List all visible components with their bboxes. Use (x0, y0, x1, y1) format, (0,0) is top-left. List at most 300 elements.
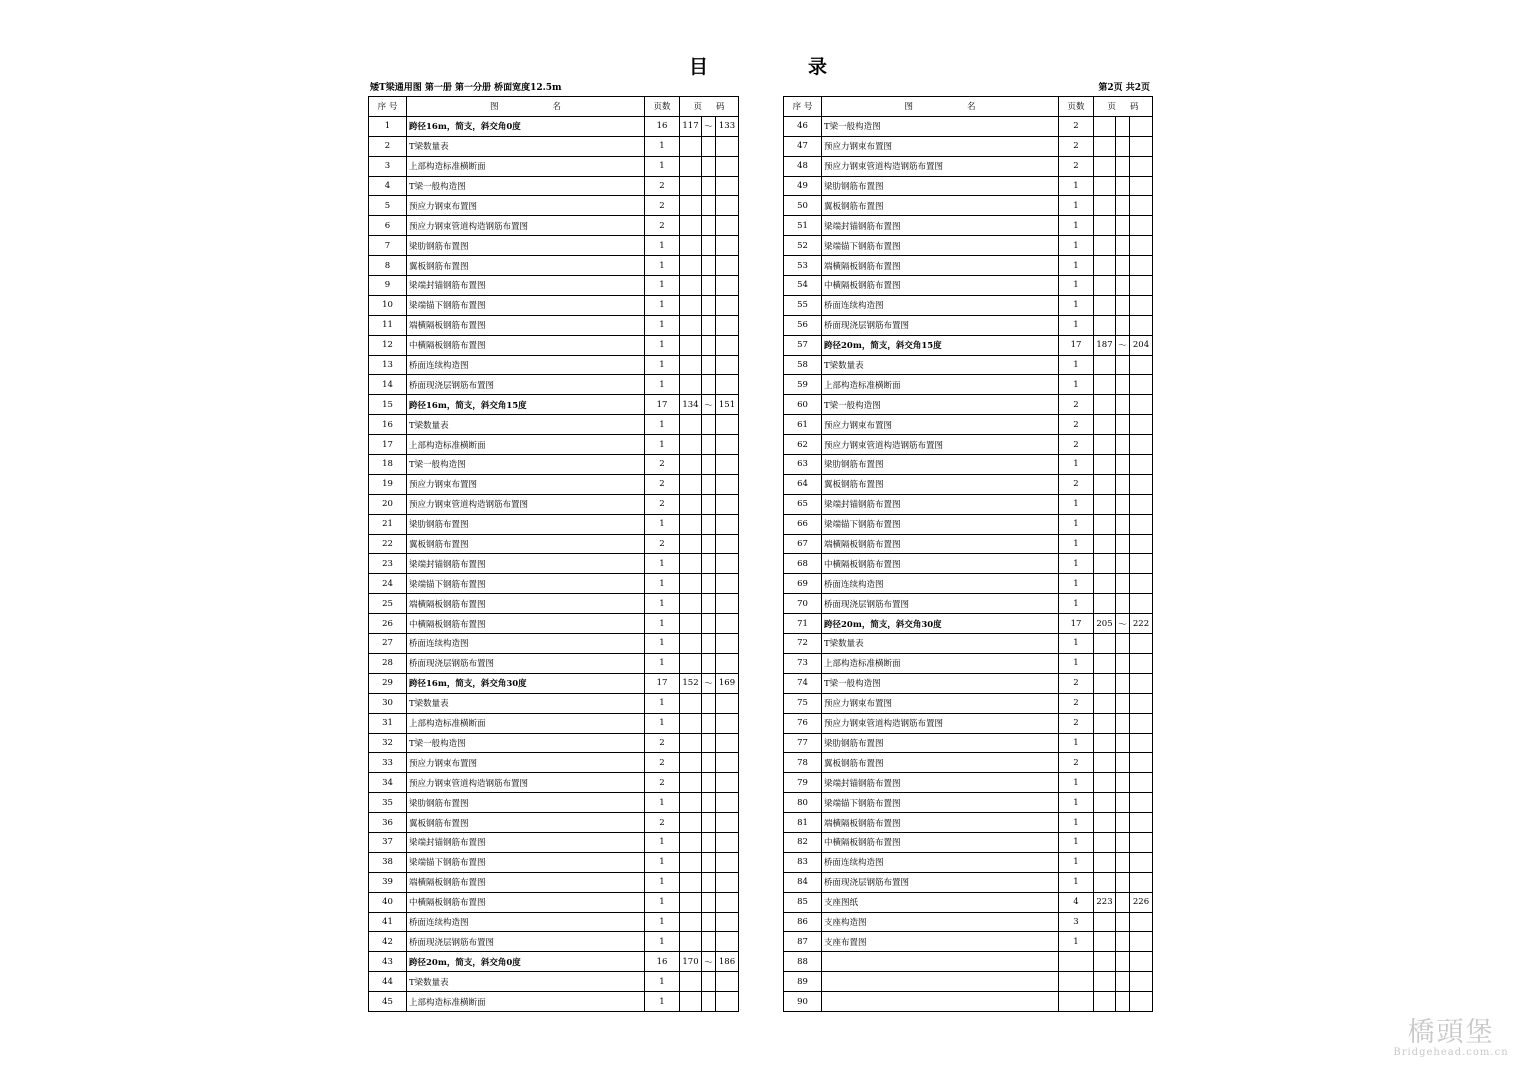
page-count: 1 (645, 793, 680, 813)
header-name-b: 名 (552, 102, 562, 113)
page-range-separator (1116, 634, 1130, 654)
row-number: 2 (369, 136, 407, 156)
table-row (784, 793, 1153, 813)
table-row (369, 315, 739, 335)
page-range-separator (702, 733, 716, 753)
page-end (716, 733, 739, 753)
drawing-name: 桥面连续构造图 (407, 912, 645, 932)
table-row (784, 116, 1153, 136)
table-row (369, 753, 739, 773)
row-number: 52 (784, 236, 822, 256)
table-row (784, 614, 1153, 634)
page-count: 1 (1059, 514, 1094, 534)
page-start (1094, 972, 1116, 992)
table-row (784, 435, 1153, 455)
page-count: 1 (645, 693, 680, 713)
page-start (680, 355, 702, 375)
page-end (716, 335, 739, 355)
page-count: 1 (1059, 554, 1094, 574)
page-end (1130, 733, 1153, 753)
page-start: 152 (680, 673, 702, 693)
page-end (1130, 216, 1153, 236)
page-count: 1 (645, 136, 680, 156)
drawing-name: 桥面连续构造图 (822, 852, 1059, 872)
row-number: 51 (784, 216, 822, 236)
table-row (369, 992, 739, 1012)
row-number: 79 (784, 773, 822, 793)
drawing-name: 桥面现浇层钢筋布置图 (407, 932, 645, 952)
row-number: 63 (784, 455, 822, 475)
page-range-separator: ～ (702, 673, 716, 693)
drawing-name: 预应力钢束布置图 (407, 474, 645, 494)
page-end (716, 852, 739, 872)
page-count: 1 (1059, 236, 1094, 256)
page-end (1130, 574, 1153, 594)
page-start (1094, 256, 1116, 276)
page-end (716, 375, 739, 395)
page-end (716, 753, 739, 773)
watermark-chinese: 橋頭堡 (1407, 1017, 1495, 1048)
row-number: 48 (784, 156, 822, 176)
drawing-name: 预应力钢束布置图 (822, 136, 1059, 156)
page-count: 2 (645, 753, 680, 773)
header-name (822, 97, 1059, 117)
page-range-separator (702, 355, 716, 375)
page-end: 169 (716, 673, 739, 693)
page-end (716, 176, 739, 196)
drawing-name: 中横隔板钢筋布置图 (407, 335, 645, 355)
drawing-name: 中横隔板钢筋布置图 (822, 554, 1059, 574)
row-number: 25 (369, 594, 407, 614)
table-row (784, 574, 1153, 594)
page-range-separator (702, 932, 716, 952)
row-number: 61 (784, 415, 822, 435)
row-number: 87 (784, 932, 822, 952)
page-range-separator (1116, 514, 1130, 534)
page-end (716, 614, 739, 634)
page-count: 1 (645, 355, 680, 375)
page-range-separator (1116, 216, 1130, 236)
page-count: 2 (645, 773, 680, 793)
table-row (369, 852, 739, 872)
page-start (680, 813, 702, 833)
page-end (1130, 156, 1153, 176)
page-count: 1 (645, 852, 680, 872)
page-range-separator (1116, 116, 1130, 136)
page-start (680, 574, 702, 594)
drawing-name: 上部构造标准横断面 (407, 156, 645, 176)
row-number: 71 (784, 614, 822, 634)
page-start (680, 276, 702, 296)
page-start: 187 (1094, 335, 1116, 355)
page-end (1130, 514, 1153, 534)
page-start (1094, 693, 1116, 713)
drawing-name: T梁数量表 (822, 634, 1059, 654)
page-title (0, 52, 1516, 79)
page-count: 2 (1059, 395, 1094, 415)
table-row (784, 673, 1153, 693)
row-number: 55 (784, 295, 822, 315)
page-range-separator (1116, 256, 1130, 276)
table-row (784, 474, 1153, 494)
table-row (784, 872, 1153, 892)
page-start (680, 315, 702, 335)
header-page-a: 页 (1107, 102, 1116, 113)
table-row (784, 236, 1153, 256)
page-start (680, 236, 702, 256)
page-range-separator (1116, 474, 1130, 494)
drawing-name: 预应力钢束管道构造钢筋布置图 (822, 713, 1059, 733)
page-range-separator (1116, 176, 1130, 196)
page-end: 186 (716, 952, 739, 972)
table-row (784, 813, 1153, 833)
drawing-name: 跨径20m，简支，斜交角15度 (822, 335, 1059, 355)
page-start (1094, 116, 1116, 136)
page-count (1059, 992, 1094, 1012)
drawing-name: 梁肋钢筋布置图 (822, 733, 1059, 753)
page-count (1059, 952, 1094, 972)
row-number: 68 (784, 554, 822, 574)
drawing-name: 梁端锚下钢筋布置图 (822, 236, 1059, 256)
page-range-separator (702, 554, 716, 574)
page-end (1130, 832, 1153, 852)
table-row (784, 156, 1153, 176)
row-number: 32 (369, 733, 407, 753)
page-start (1094, 295, 1116, 315)
table-row (369, 634, 739, 654)
page-start: 223 (1094, 892, 1116, 912)
page-end (1130, 634, 1153, 654)
row-number: 84 (784, 872, 822, 892)
table-row (784, 992, 1153, 1012)
drawing-name: 桥面现浇层钢筋布置图 (822, 315, 1059, 335)
page-range-separator (1116, 972, 1130, 992)
drawing-name: 梁端封锚钢筋布置图 (822, 216, 1059, 236)
drawing-name: 桥面现浇层钢筋布置图 (822, 594, 1059, 614)
page-end (1130, 753, 1153, 773)
page-count: 1 (1059, 455, 1094, 475)
table-row (369, 892, 739, 912)
drawing-name: 端横隔板钢筋布置图 (407, 315, 645, 335)
page-range-separator (702, 136, 716, 156)
drawing-name: 桥面连续构造图 (822, 295, 1059, 315)
drawing-name: 上部构造标准横断面 (822, 375, 1059, 395)
page-range-separator (1116, 872, 1130, 892)
drawing-name: 跨径20m，简支，斜交角30度 (822, 614, 1059, 634)
table-row (369, 196, 739, 216)
page-range-separator (702, 236, 716, 256)
table-row (784, 733, 1153, 753)
page-range-separator (1116, 693, 1130, 713)
table-row (369, 494, 739, 514)
table-row (369, 952, 739, 972)
row-number: 90 (784, 992, 822, 1012)
page-count: 2 (1059, 116, 1094, 136)
page-end (716, 693, 739, 713)
table-row (369, 395, 739, 415)
drawing-name: 预应力钢束管道构造钢筋布置图 (822, 156, 1059, 176)
row-number: 65 (784, 494, 822, 514)
drawing-name: 预应力钢束布置图 (407, 196, 645, 216)
page-range-separator (702, 892, 716, 912)
table-row (369, 614, 739, 634)
header-name-a: 图 (904, 102, 913, 113)
row-number: 13 (369, 355, 407, 375)
drawing-name: 桥面连续构造图 (407, 634, 645, 654)
page-range-separator (702, 256, 716, 276)
page-count: 1 (1059, 216, 1094, 236)
row-number: 38 (369, 852, 407, 872)
page-count: 1 (1059, 494, 1094, 514)
row-number: 31 (369, 713, 407, 733)
page-count: 1 (1059, 773, 1094, 793)
page-range-separator (702, 634, 716, 654)
page-range-separator (1116, 852, 1130, 872)
page-end: 133 (716, 116, 739, 136)
page-end (1130, 813, 1153, 833)
page-count: 1 (1059, 793, 1094, 813)
page-count: 1 (1059, 574, 1094, 594)
row-number: 89 (784, 972, 822, 992)
page-count: 1 (645, 872, 680, 892)
page-info: 第2页 共2页 (1098, 83, 1150, 93)
table-row (369, 116, 739, 136)
page-end (1130, 534, 1153, 554)
row-number: 7 (369, 236, 407, 256)
page-end (1130, 693, 1153, 713)
page-count: 2 (645, 494, 680, 514)
row-number: 41 (369, 912, 407, 932)
drawing-name: 翼板钢筋布置图 (822, 196, 1059, 216)
table-row (369, 813, 739, 833)
table-row (369, 216, 739, 236)
page-start (680, 375, 702, 395)
drawing-name: 桥面连续构造图 (822, 574, 1059, 594)
page-count: 3 (1059, 912, 1094, 932)
page-start (680, 793, 702, 813)
page-count: 1 (1059, 196, 1094, 216)
page-range-separator (1116, 295, 1130, 315)
drawing-name: 梁端封锚钢筋布置图 (407, 276, 645, 296)
page-start (1094, 534, 1116, 554)
drawing-name: 梁端锚下钢筋布置图 (822, 793, 1059, 813)
header-name-b: 名 (967, 102, 976, 113)
page-range-separator (702, 773, 716, 793)
header-pages (680, 97, 739, 117)
page-range-separator (702, 972, 716, 992)
row-number: 75 (784, 693, 822, 713)
page-end (1130, 435, 1153, 455)
row-number: 21 (369, 514, 407, 534)
page-range-separator (702, 534, 716, 554)
page-start (1094, 733, 1116, 753)
table-row (369, 832, 739, 852)
page-start (1094, 912, 1116, 932)
table-row (784, 335, 1153, 355)
page-end (1130, 455, 1153, 475)
row-number: 14 (369, 375, 407, 395)
page-start (680, 554, 702, 574)
table-row (784, 136, 1153, 156)
table-row (784, 176, 1153, 196)
drawing-name: T梁一般构造图 (822, 673, 1059, 693)
row-number: 49 (784, 176, 822, 196)
page-end (716, 276, 739, 296)
row-number: 78 (784, 753, 822, 773)
page-count: 2 (1059, 136, 1094, 156)
page-end (1130, 912, 1153, 932)
table-row (369, 912, 739, 932)
page-count: 1 (645, 972, 680, 992)
drawing-name: 跨径16m，简支，斜交角15度 (407, 395, 645, 415)
row-number: 29 (369, 673, 407, 693)
page-range-separator (1116, 156, 1130, 176)
page-range-separator (1116, 136, 1130, 156)
page-range-separator (1116, 992, 1130, 1012)
drawing-name: 预应力钢束布置图 (822, 693, 1059, 713)
page-count: 1 (1059, 276, 1094, 296)
page-count: 2 (1059, 435, 1094, 455)
page-end (716, 793, 739, 813)
header-count: 页数 (645, 97, 680, 117)
page-end (716, 872, 739, 892)
table-row (369, 435, 739, 455)
row-number: 11 (369, 315, 407, 335)
page-end (716, 156, 739, 176)
page-range-separator (702, 992, 716, 1012)
row-number: 45 (369, 992, 407, 1012)
table-row (369, 793, 739, 813)
drawing-name: 翼板钢筋布置图 (407, 256, 645, 276)
page-count: 1 (645, 614, 680, 634)
drawing-name: 预应力钢束管道构造钢筋布置图 (407, 773, 645, 793)
drawing-name: 上部构造标准横断面 (822, 653, 1059, 673)
page-start: 117 (680, 116, 702, 136)
page-start (680, 693, 702, 713)
page-start (680, 415, 702, 435)
page-start (1094, 852, 1116, 872)
page-start (680, 852, 702, 872)
page-start (680, 196, 702, 216)
table-row (369, 574, 739, 594)
page-range-separator: ～ (1116, 614, 1130, 634)
page-end (716, 594, 739, 614)
page-count: 17 (1059, 614, 1094, 634)
page-count: 1 (1059, 872, 1094, 892)
page-start (1094, 952, 1116, 972)
page-count: 2 (1059, 415, 1094, 435)
page-start (680, 892, 702, 912)
page-count: 2 (645, 196, 680, 216)
page-end (1130, 375, 1153, 395)
page-start (1094, 872, 1116, 892)
page-end (1130, 355, 1153, 375)
drawing-name: T梁数量表 (407, 415, 645, 435)
page-count: 1 (645, 992, 680, 1012)
row-number: 77 (784, 733, 822, 753)
row-number: 36 (369, 813, 407, 833)
row-number: 80 (784, 793, 822, 813)
row-number: 27 (369, 634, 407, 654)
page-count: 1 (1059, 852, 1094, 872)
page-end (716, 216, 739, 236)
page-count: 1 (645, 574, 680, 594)
page-start (680, 514, 702, 534)
row-number: 54 (784, 276, 822, 296)
drawing-name: T梁一般构造图 (822, 395, 1059, 415)
page-start: 170 (680, 952, 702, 972)
page-end (1130, 932, 1153, 952)
page-end (1130, 196, 1153, 216)
table-row (784, 653, 1153, 673)
page-count: 1 (1059, 832, 1094, 852)
page-range-separator (702, 574, 716, 594)
page-end: 222 (1130, 614, 1153, 634)
row-number: 53 (784, 256, 822, 276)
drawing-name: 翼板钢筋布置图 (822, 474, 1059, 494)
page-count: 4 (1059, 892, 1094, 912)
page-start (1094, 992, 1116, 1012)
page-range-separator (1116, 276, 1130, 296)
page-start (1094, 395, 1116, 415)
page-end (1130, 236, 1153, 256)
page-start (1094, 713, 1116, 733)
page-start (1094, 355, 1116, 375)
row-number: 56 (784, 315, 822, 335)
row-number: 67 (784, 534, 822, 554)
row-number: 30 (369, 693, 407, 713)
header-page-b: 码 (716, 102, 725, 113)
toc-header-row (369, 97, 739, 117)
row-number: 66 (784, 514, 822, 534)
page-start (1094, 455, 1116, 475)
drawing-name: 翼板钢筋布置图 (822, 753, 1059, 773)
page-end (716, 474, 739, 494)
page-range-separator (702, 474, 716, 494)
page-count: 1 (1059, 932, 1094, 952)
row-number: 4 (369, 176, 407, 196)
row-number: 72 (784, 634, 822, 654)
drawing-name: 桥面连续构造图 (407, 355, 645, 375)
drawing-name: 上部构造标准横断面 (407, 992, 645, 1012)
page-start (680, 474, 702, 494)
page-count: 1 (645, 435, 680, 455)
drawing-name: 中横隔板钢筋布置图 (407, 892, 645, 912)
page-range-separator (702, 653, 716, 673)
row-number: 12 (369, 335, 407, 355)
page-range-separator (702, 455, 716, 475)
page-range-separator (1116, 952, 1130, 972)
drawing-name: 梁端封锚钢筋布置图 (407, 832, 645, 852)
table-row (369, 176, 739, 196)
page-range-separator (1116, 494, 1130, 514)
page-range-separator (1116, 415, 1130, 435)
row-number: 74 (784, 673, 822, 693)
page-end (1130, 176, 1153, 196)
drawing-name (822, 952, 1059, 972)
page-start (680, 435, 702, 455)
page-start (1094, 494, 1116, 514)
table-row (369, 276, 739, 296)
page-count: 1 (1059, 653, 1094, 673)
page-end (716, 992, 739, 1012)
table-row (369, 594, 739, 614)
drawing-name: T梁一般构造图 (822, 116, 1059, 136)
page-start (1094, 554, 1116, 574)
drawing-name: 端横隔板钢筋布置图 (822, 813, 1059, 833)
page-range-separator: ～ (702, 116, 716, 136)
page-range-separator (702, 276, 716, 296)
